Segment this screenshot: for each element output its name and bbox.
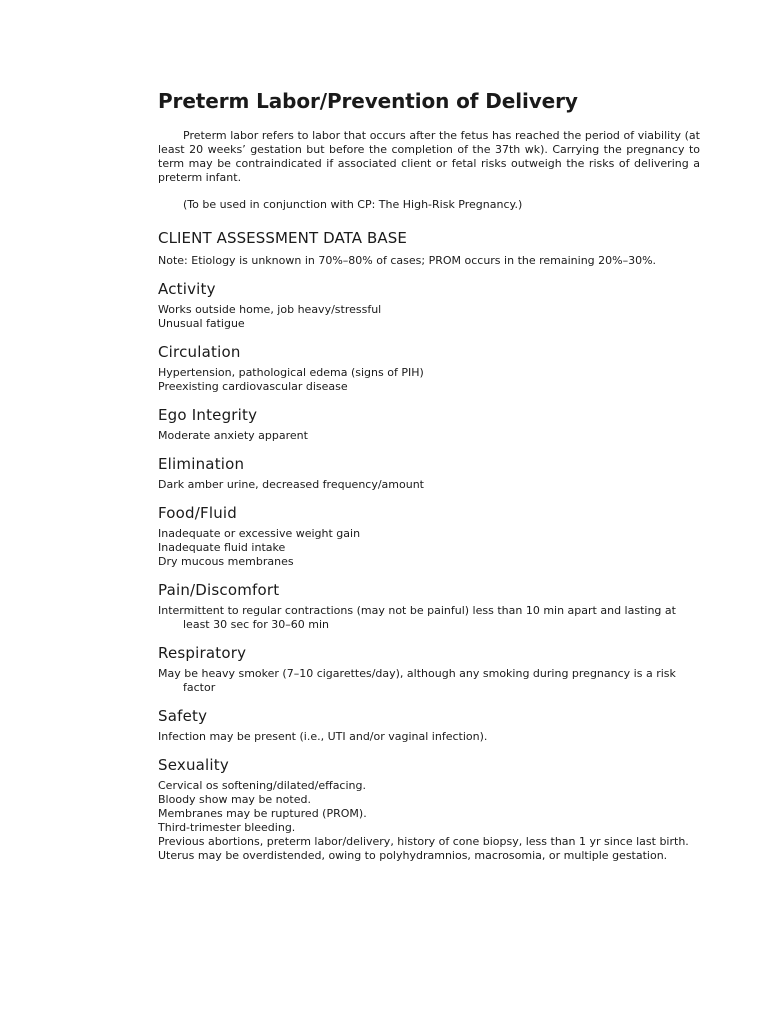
list-item: Bloody show may be noted. xyxy=(158,793,311,806)
category-title: Elimination xyxy=(158,455,245,473)
intro-paragraph: Preterm labor refers to labor that occurs after the fetus has reached the period of viability (at least 20 weeks’ gestation but before the completion of the 37th wk). Carrying the pregnancy to term may be contraindicated if associated client or fetal risks outweigh the risks of delivering a preterm infant. xyxy=(158,129,700,184)
category-items xyxy=(158,366,700,394)
category-pain-discomfort xyxy=(158,580,700,632)
category-items xyxy=(158,779,700,863)
category-title: Food/Fluid xyxy=(158,504,238,522)
category-items xyxy=(158,478,700,492)
category-sexuality xyxy=(158,755,700,863)
list-item: May be heavy smoker (7–10 cigarettes/day), although any smoking during pregnancy is a risk factor xyxy=(158,667,676,694)
database-heading: CLIENT ASSESSMENT DATA BASE xyxy=(158,229,407,247)
category-items xyxy=(158,667,700,695)
category-circulation xyxy=(158,342,700,394)
list-item: Membranes may be ruptured (PROM). xyxy=(158,807,367,820)
category-food-fluid xyxy=(158,503,700,569)
intro-note: (To be used in conjunction with CP: The High-Risk Pregnancy.) xyxy=(183,198,523,211)
category-title: Safety xyxy=(158,707,208,725)
list-item: Third-trimester bleeding. xyxy=(158,821,296,834)
category-items xyxy=(158,303,700,331)
category-items xyxy=(158,429,700,443)
category-ego-integrity xyxy=(158,405,700,443)
category-title: Pain/Discomfort xyxy=(158,581,280,599)
document-page xyxy=(158,88,700,863)
database-note: Note: Etiology is unknown in 70%–80% of cases; PROM occurs in the remaining 20%–30%. xyxy=(158,254,657,267)
list-item: Unusual fatigue xyxy=(158,317,245,330)
category-items xyxy=(158,527,700,569)
list-item: Works outside home, job heavy/stressful xyxy=(158,303,382,316)
category-title: Circulation xyxy=(158,343,241,361)
category-activity xyxy=(158,279,700,331)
list-item: Preexisting cardiovascular disease xyxy=(158,380,348,393)
category-title: Ego Integrity xyxy=(158,406,258,424)
category-elimination xyxy=(158,454,700,492)
list-item: Previous abortions, preterm labor/delivery, history of cone biopsy, less than 1 yr since last birth. xyxy=(158,835,689,848)
list-item: Hypertension, pathological edema (signs of PIH) xyxy=(158,366,424,379)
category-items xyxy=(158,730,700,744)
list-item: Uterus may be overdistended, owing to polyhydramnios, macrosomia, or multiple gestation. xyxy=(158,849,668,862)
list-item: Cervical os softening/dilated/effacing. xyxy=(158,779,366,792)
category-title: Respiratory xyxy=(158,644,247,662)
category-respiratory xyxy=(158,643,700,695)
list-item: Dark amber urine, decreased frequency/amount xyxy=(158,478,424,491)
list-item: Inadequate fluid intake xyxy=(158,541,286,554)
category-list xyxy=(158,279,700,863)
category-items xyxy=(158,604,700,632)
category-safety xyxy=(158,706,700,744)
list-item: Inadequate or excessive weight gain xyxy=(158,527,361,540)
list-item: Dry mucous membranes xyxy=(158,555,294,568)
list-item: Infection may be present (i.e., UTI and/or vaginal infection). xyxy=(158,730,488,743)
page-title: Preterm Labor/Prevention of Delivery xyxy=(158,89,578,113)
list-item: Intermittent to regular contractions (may not be painful) less than 10 min apart and lasting at least 30 sec for 30–60 min xyxy=(158,604,676,631)
list-item: Moderate anxiety apparent xyxy=(158,429,308,442)
category-title: Sexuality xyxy=(158,756,229,774)
category-title: Activity xyxy=(158,280,216,298)
